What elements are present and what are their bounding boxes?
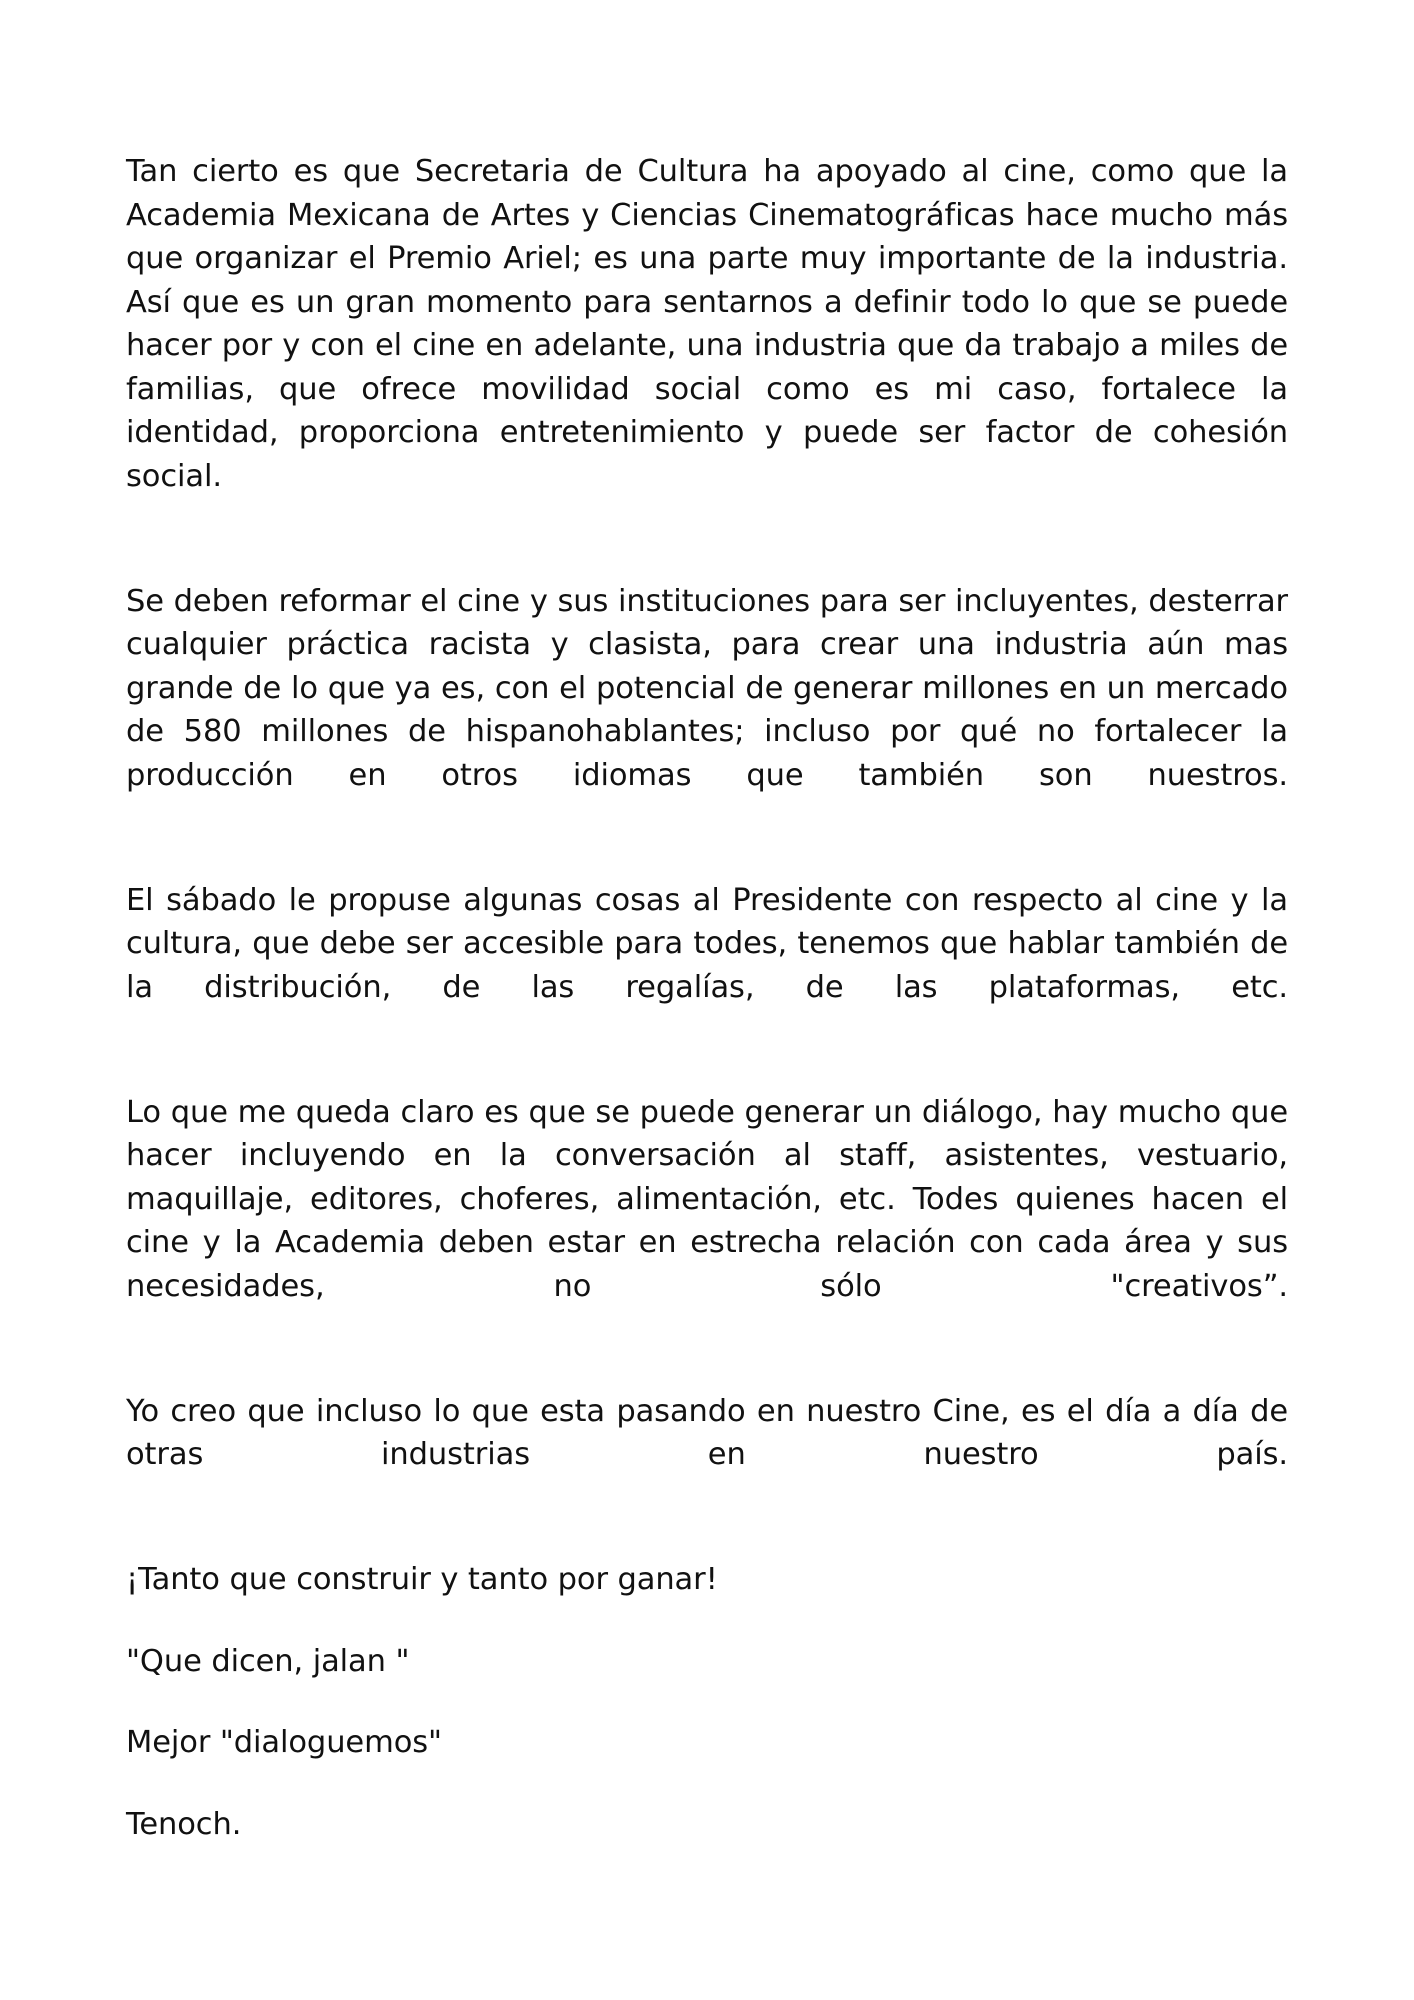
paragraph-7-quote: "Que dicen, jalan " bbox=[126, 1643, 410, 1679]
paragraph-2: Se deben reformar el cine y sus instituciones para ser incluyentes, desterrar cualquier práctica racista y clasista, para crear una industria aún mas grande de lo que ya es, con el potencial de generar millones en un mercado de 580 millones de hispanohablantes; incluso por qué no fortalecer la producción en otros idiomas que también son nuestros. bbox=[126, 583, 1288, 793]
paragraph-5: Yo creo que incluso lo que esta pasando en nuestro Cine, es el día a día de otras industrias en nuestro país. bbox=[126, 1393, 1288, 1472]
paragraph-3: El sábado le propuse algunas cosas al Presidente con respecto al cine y la cultura, que debe ser accesible para todes, tenemos que hablar también de la distribución, de las regalías, de las plataformas, etc. bbox=[126, 882, 1288, 1005]
paragraph-1: Tan cierto es que Secretaria de Cultura ha apoyado al cine, como que la Academia Mexicana de Artes y Ciencias Cinematográficas hace mucho más que organizar el Premio Ariel; es una parte muy importante de la industria. Así que es un gran momento para sentarnos a definir todo lo que se puede hacer por y con el cine en adelante, una industria que da trabajo a miles de familias, que ofrece movilidad social como es mi caso, fortalece la identidad, proporciona entretenimiento y puede ser factor de cohesión social. bbox=[126, 154, 1288, 494]
document-body bbox=[126, 150, 1288, 1846]
paragraph-6-exclamation: ¡Tanto que construir y tanto por ganar! bbox=[126, 1562, 718, 1597]
paragraph-9-signature: Tenoch. bbox=[126, 1806, 242, 1842]
paragraph-4: Lo que me queda claro es que se puede generar un diálogo, hay mucho que hacer incluyendo en la conversación al staff, asistentes, vestuario, maquillaje, editores, choferes, alimentación, etc. Todes quienes hacen el cine y la Academia deben estar en estrecha relación con cada área y sus necesidades, no sólo "creativos”. bbox=[126, 1094, 1288, 1304]
paragraph-8-quote: Mejor "dialoguemos" bbox=[126, 1725, 442, 1760]
